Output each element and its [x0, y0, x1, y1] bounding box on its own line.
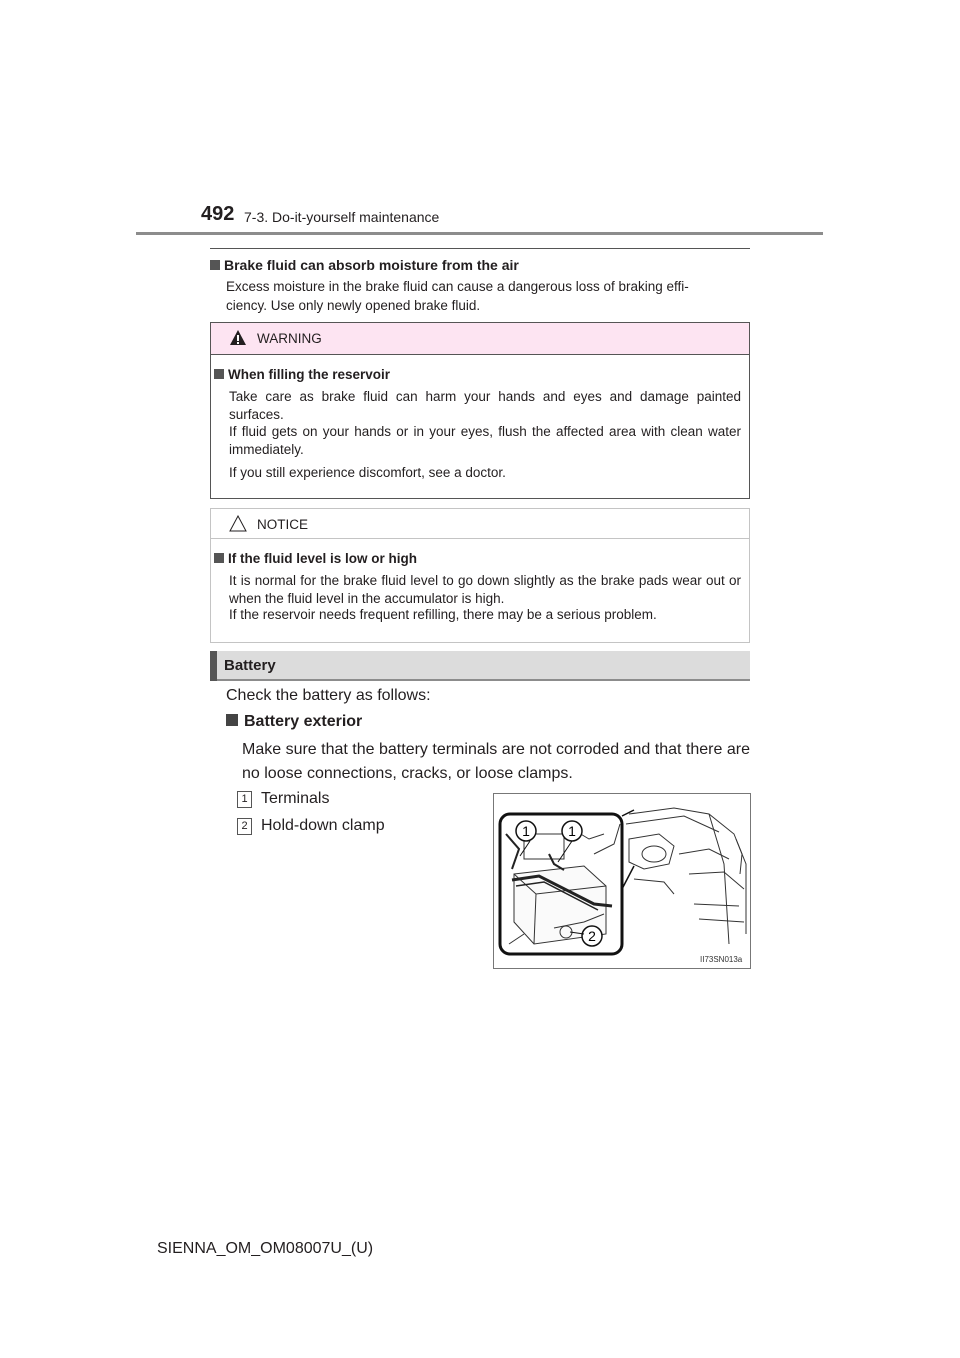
battery-section-title: Battery: [224, 657, 276, 674]
warning-triangle-icon: [229, 329, 247, 346]
warning-text-1: Take care as brake fluid can harm your hands and eyes and damage painted surfaces.: [229, 389, 741, 422]
brake-fluid-heading: [210, 257, 519, 273]
battery-intro: Check the battery as follows:: [226, 687, 431, 704]
warning-label: WARNING: [257, 331, 322, 346]
notice-text-2: If the reservoir needs frequent refilling, there may be a serious problem.: [229, 607, 657, 622]
square-bullet-icon: [226, 714, 238, 726]
figure-code: II73SN013a: [700, 955, 743, 964]
figure-callout-2: 2: [588, 928, 596, 944]
warning-header: [211, 323, 749, 355]
battery-exterior-heading: [226, 713, 362, 731]
warning-box: [210, 322, 750, 499]
brake-fluid-body-line: Excess moisture in the brake fluid can cause a dangerous loss of braking effi-: [226, 279, 689, 294]
notice-header: [211, 509, 749, 539]
brake-fluid-body: [226, 277, 746, 315]
square-bullet-icon: [210, 260, 220, 270]
callout-label-terminals: Terminals: [261, 790, 330, 807]
notice-text-1: It is normal for the brake fluid level to go down slightly as the brake pads wear out or when the fluid level in the accumulator is high.: [229, 573, 741, 606]
square-bullet-icon: [214, 553, 224, 563]
warning-text-3: If you still experience discomfort, see a doctor.: [229, 465, 506, 480]
header-rule: [136, 232, 823, 235]
callout-label-hold-down-clamp: Hold-down clamp: [261, 817, 385, 834]
battery-illustration: [493, 793, 751, 969]
square-bullet-icon: [214, 369, 224, 379]
notice-subheading: [214, 551, 417, 566]
engine-bay-drawing: [494, 794, 750, 968]
warning-subheading-text: When filling the reservoir: [228, 367, 391, 382]
warning-text-2: If fluid gets on your hands or in your eyes, flush the affected area with clean water immediately.: [229, 424, 741, 457]
battery-exterior-body: Make sure that the battery terminals are not corroded and that there are no loose connections, cracks, or loose clamps.: [242, 741, 750, 782]
notice-subheading-text: If the fluid level is low or high: [228, 551, 418, 566]
figure-callout-1b: 1: [568, 823, 576, 839]
notice-box: [210, 508, 750, 643]
battery-exterior-heading-text: Battery exterior: [244, 713, 363, 730]
caution-triangle-icon: [229, 515, 247, 532]
figure-callout-1a: 1: [522, 823, 530, 839]
page-number: 492: [201, 203, 235, 225]
notice-label: NOTICE: [257, 517, 309, 532]
section-accent: [210, 651, 217, 681]
brake-fluid-body-line: ciency. Use only newly opened brake fluid.: [226, 298, 481, 313]
section-title: 7-3. Do-it-yourself maintenance: [244, 209, 440, 225]
callout-number: 1: [237, 791, 252, 808]
battery-section-bar: [210, 651, 750, 681]
warning-subheading: [214, 367, 390, 382]
callout-number: 2: [237, 818, 252, 835]
footer-code: SIENNA_OM_OM08007U_(U): [157, 1240, 374, 1257]
brake-fluid-heading-text: Brake fluid can absorb moisture from the air: [224, 257, 519, 273]
content-rule: [210, 248, 750, 249]
